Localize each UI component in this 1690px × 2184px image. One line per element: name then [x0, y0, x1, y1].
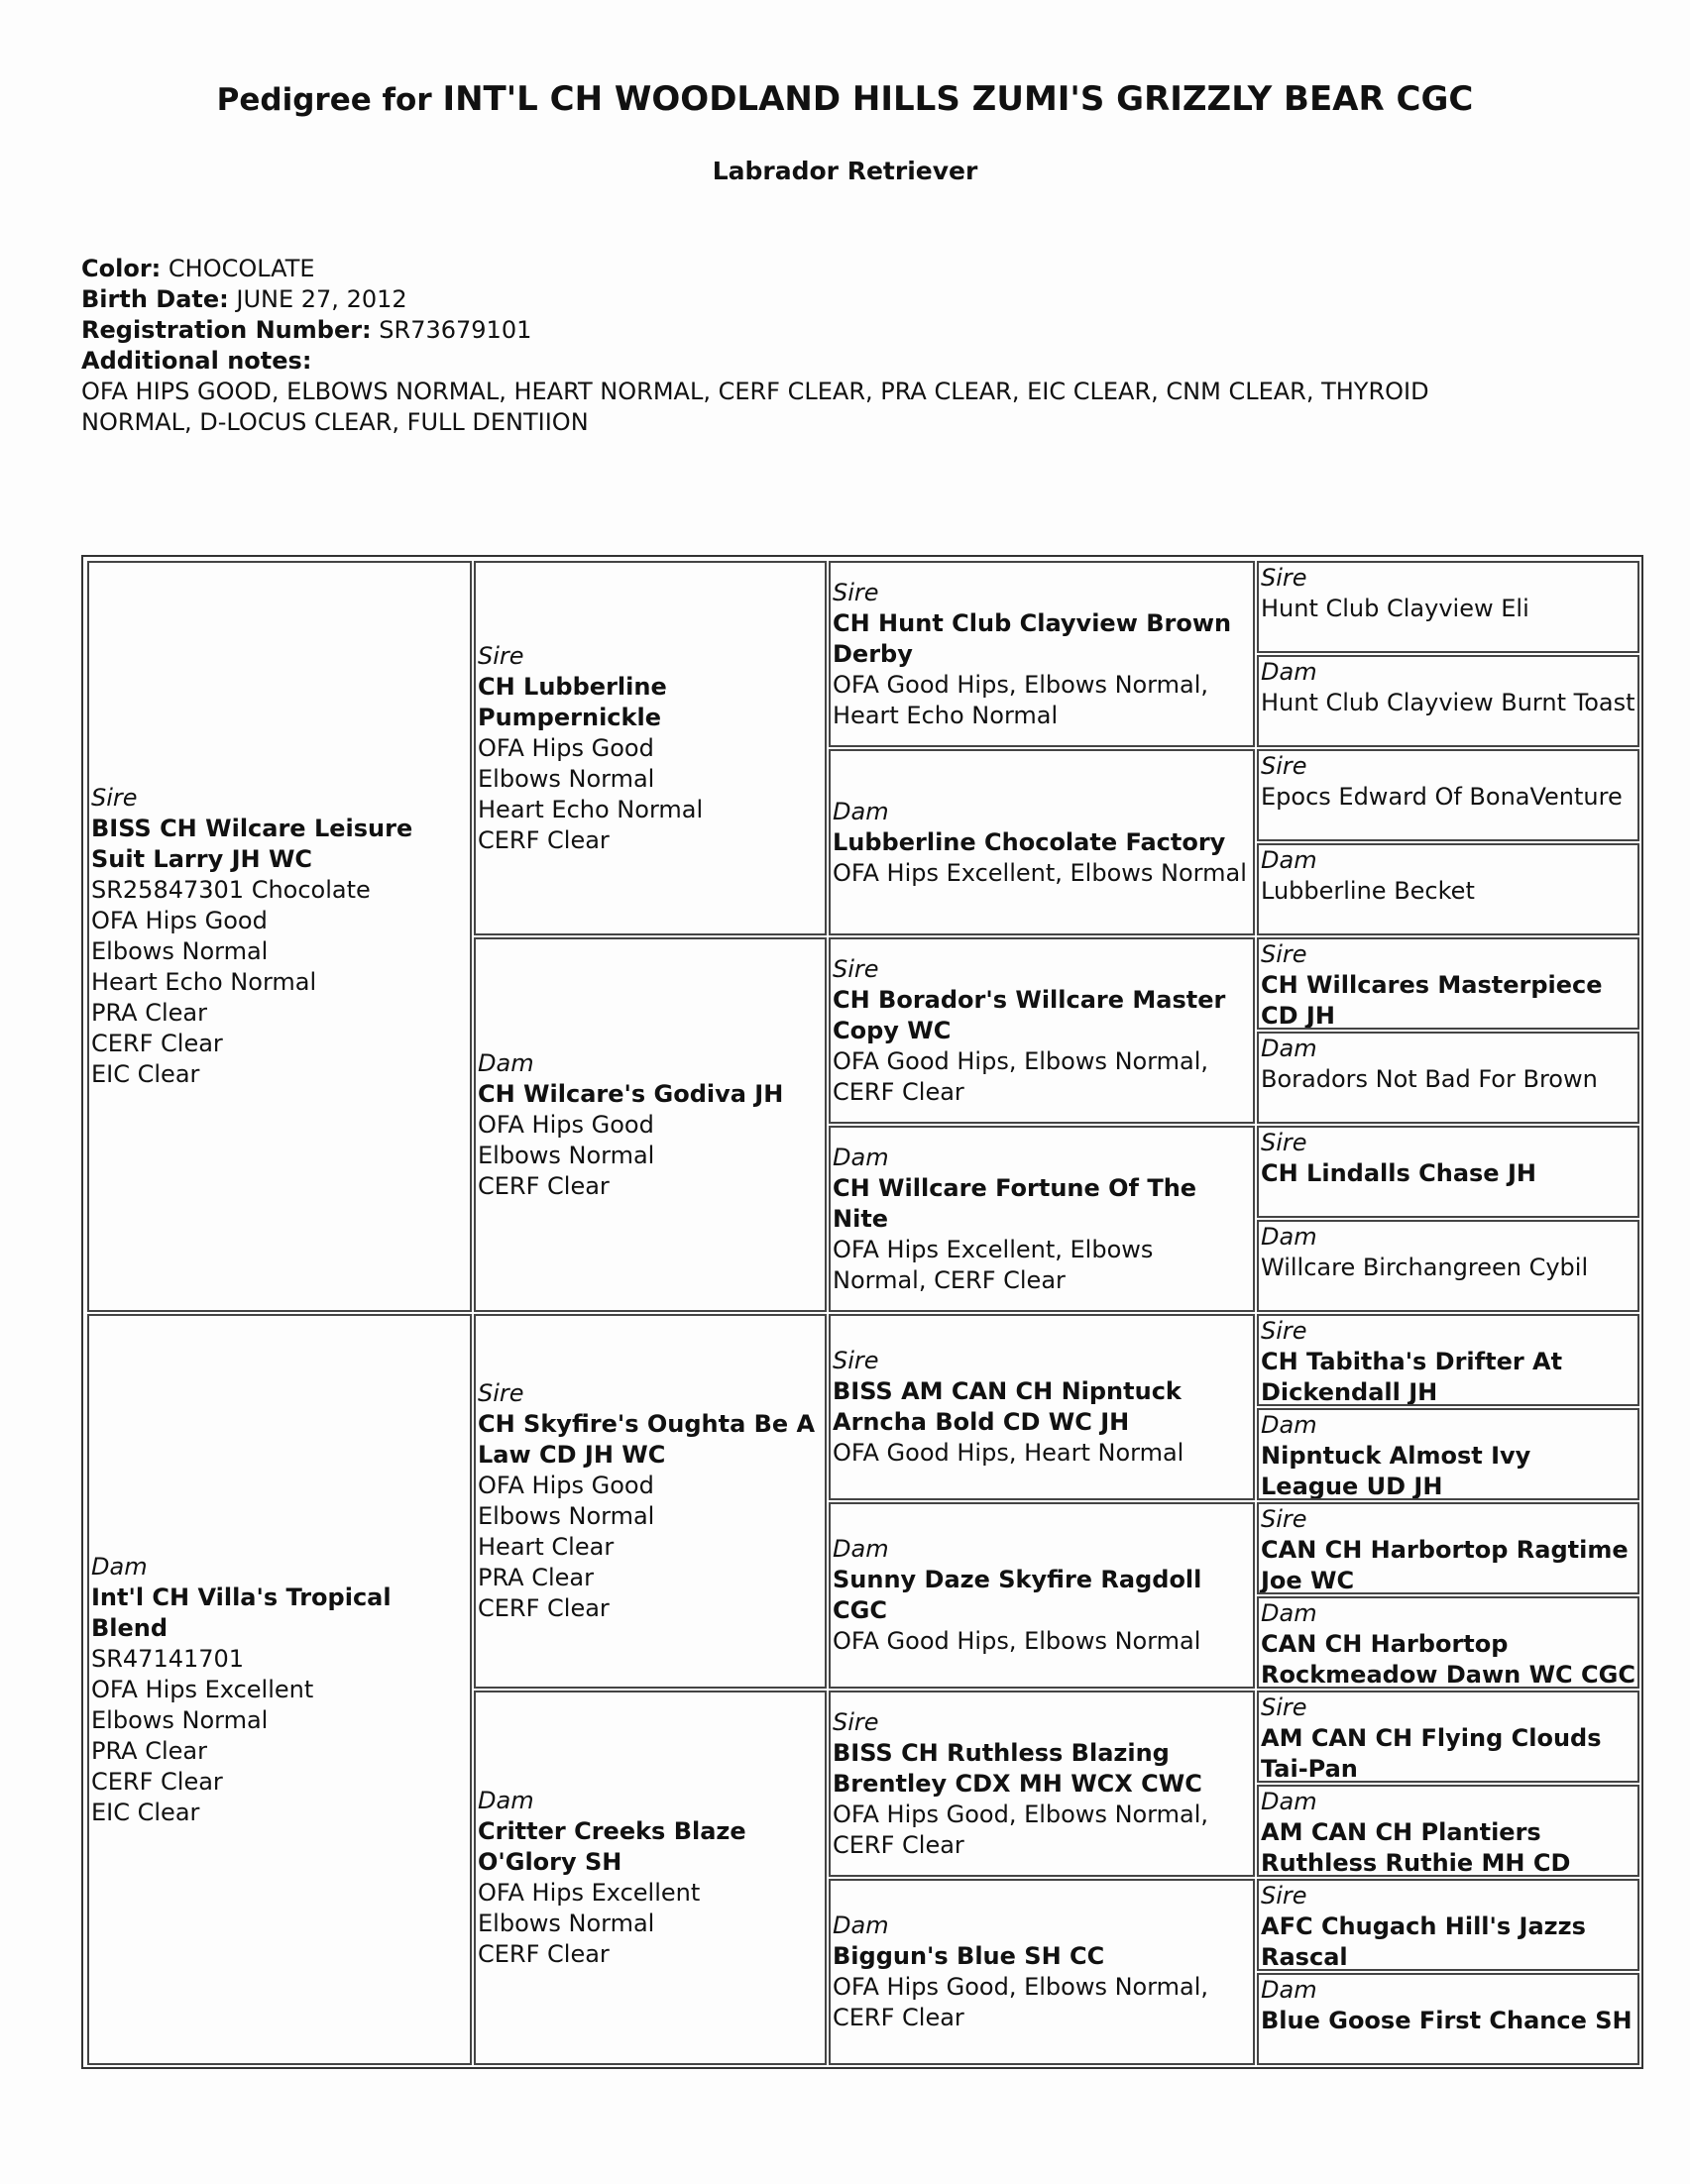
dog-name-label: Willcare Birchangreen Cybil	[1261, 1254, 1589, 1281]
gen4-sire-cell	[1257, 1314, 1639, 1406]
health-detail: PRA Clear	[91, 999, 207, 1027]
page-title	[0, 79, 1690, 119]
relation-label: Sire	[1261, 752, 1307, 780]
health-detail: OFA Hips Excellent	[91, 1675, 314, 1703]
health-detail: OFA Good Hips, Elbows Normal, Heart Echo Normal	[833, 670, 1209, 729]
dog-name-label: AM CAN CH Flying Clouds Tai-Pan	[1261, 1724, 1602, 1783]
relation-label: Dam	[1261, 1599, 1317, 1627]
gen4-dam-cell	[1257, 1032, 1639, 1124]
dog-name-label: BISS CH Wilcare Leisure Suit Larry JH WC	[91, 815, 413, 873]
health-detail: CERF Clear	[91, 1030, 223, 1057]
health-detail: Elbows Normal	[478, 764, 655, 793]
gen1-sire-cell	[87, 561, 472, 1312]
relation-label: Dam	[1261, 658, 1317, 686]
health-detail: OFA Good Hips, Elbows Normal	[833, 1627, 1201, 1655]
reg-label: Registration Number:	[81, 316, 372, 344]
gen4-sire-cell	[1257, 1691, 1639, 1783]
relation-label: Dam	[478, 1787, 534, 1814]
gen3-sire-cell	[829, 1691, 1255, 1877]
health-detail: Elbows Normal	[478, 1502, 655, 1530]
gen4-dam-cell	[1257, 1785, 1639, 1877]
breed: Labrador Retriever	[712, 157, 978, 185]
dog-name-label: CH Willcare Fortune Of The Nite	[833, 1173, 1197, 1233]
pedigree-table	[81, 555, 1643, 2069]
health-detail: CERF Clear	[478, 1594, 610, 1622]
dog-name-label: Lubberline Chocolate Factory	[833, 827, 1226, 856]
dog-name-label: CH Wilcare's Godiva JH	[478, 1079, 784, 1108]
gen4-dam-cell	[1257, 655, 1639, 747]
dog-name-label: Sunny Daze Skyfire Ragdoll CGC	[833, 1566, 1202, 1624]
relation-label: Sire	[833, 954, 879, 983]
health-detail: CERF Clear	[91, 1767, 223, 1796]
relation-label: Sire	[1261, 1882, 1307, 1910]
health-detail: OFA Hips Good, Elbows Normal, CERF Clear	[833, 1973, 1209, 2031]
dog-name-label: AM CAN CH Plantiers Ruthless Ruthie MH CD	[1261, 1818, 1571, 1877]
reg-value: SR73679101	[379, 316, 532, 344]
relation-label: Sire	[1261, 940, 1307, 968]
relation-label: Sire	[833, 1707, 879, 1736]
relation-label: Dam	[833, 1143, 889, 1171]
health-detail: SR47141701	[91, 1644, 245, 1673]
gen4-dam-cell	[1257, 1973, 1639, 2065]
relation-label: Dam	[1261, 1976, 1317, 2004]
dog-name-label: Epocs Edward Of BonaVenture	[1261, 783, 1623, 811]
relation-label: Dam	[833, 797, 889, 825]
dog-name-label: CH Tabitha's Drifter At Dickendall JH	[1261, 1348, 1563, 1406]
dog-name-label: BISS AM CAN CH Nipntuck Arncha Bold CD WC JH	[833, 1377, 1182, 1436]
health-detail: SR25847301 Chocolate	[91, 876, 371, 904]
health-detail: CERF Clear	[478, 825, 610, 854]
relation-label: Sire	[91, 784, 138, 812]
health-detail: Heart Echo Normal	[478, 795, 704, 823]
dog-name-label: CH Borador's Willcare Master Copy WC	[833, 985, 1226, 1044]
relation-label: Sire	[478, 641, 524, 670]
relation-label: Dam	[91, 1552, 148, 1581]
gen3-dam-cell	[829, 1879, 1255, 2065]
health-detail: OFA Hips Excellent	[478, 1879, 701, 1907]
generation-1	[87, 561, 472, 2063]
dog-name-label: Nipntuck Almost Ivy League UD JH	[1261, 1442, 1531, 1500]
relation-label: Sire	[1261, 1129, 1307, 1156]
dog-name-label: CH Skyfire's Oughta Be A Law CD JH WC	[478, 1410, 816, 1469]
relation-label: Sire	[478, 1379, 524, 1407]
health-detail: Elbows Normal	[91, 1705, 269, 1734]
dog-info	[81, 254, 1628, 438]
relation-label: Sire	[1261, 564, 1307, 592]
dog-name-label: Hunt Club Clayview Eli	[1261, 595, 1529, 622]
relation-label: Dam	[1261, 1411, 1317, 1439]
health-detail: OFA Hips Good	[478, 1110, 654, 1139]
dog-name: INT'L CH WOODLAND HILLS ZUMI'S GRIZZLY BEAR CGC	[442, 79, 1474, 119]
gen1-dam-cell	[87, 1314, 472, 2065]
dog-name-label: Int'l CH Villa's Tropical Blend	[91, 1583, 392, 1642]
relation-label: Dam	[1261, 1223, 1317, 1251]
dog-name-label: CH Hunt Club Clayview Brown Derby	[833, 608, 1232, 668]
health-detail: CERF Clear	[478, 1940, 610, 1968]
health-detail: OFA Hips Excellent, Elbows Normal	[833, 858, 1247, 887]
birth-value: JUNE 27, 2012	[236, 285, 407, 313]
notes-value: OFA HIPS GOOD, ELBOWS NORMAL, HEART NORMAL, CERF CLEAR, PRA CLEAR, EIC CLEAR, CNM CLEAR, THYROID NORMAL, D-LOCUS CLEAR, FULL DENTIION	[81, 378, 1429, 436]
dog-name-label: Biggun's Blue SH CC	[833, 1942, 1105, 1970]
health-detail: OFA Good Hips, Elbows Normal, CERF Clear	[833, 1046, 1209, 1106]
dog-name-label: CH Lindalls Chase JH	[1261, 1159, 1536, 1187]
dog-name-label: Blue Goose First Chance SH	[1261, 2007, 1633, 2034]
health-detail: OFA Hips Good, Elbows Normal, CERF Clear	[833, 1800, 1209, 1859]
color-row	[81, 254, 1628, 284]
health-detail: PRA Clear	[478, 1564, 594, 1591]
relation-label: Dam	[1261, 1035, 1317, 1062]
title-prefix: Pedigree for	[216, 82, 432, 118]
generation-2	[474, 561, 827, 2063]
gen4-dam-cell	[1257, 1596, 1639, 1689]
dog-name-label: Hunt Club Clayview Burnt Toast	[1261, 689, 1635, 716]
color-label: Color:	[81, 255, 162, 282]
gen4-dam-cell	[1257, 1220, 1639, 1312]
relation-label: Dam	[1261, 1788, 1317, 1815]
birth-label: Birth Date:	[81, 285, 229, 313]
health-detail: EIC Clear	[91, 1798, 200, 1826]
relation-label: Sire	[1261, 1693, 1307, 1721]
dog-name-label: Critter Creeks Blaze O'Glory SH	[478, 1817, 746, 1876]
relation-label: Dam	[478, 1048, 534, 1077]
health-detail: CERF Clear	[478, 1171, 610, 1200]
health-detail: OFA Hips Good	[91, 907, 268, 934]
gen2-dam-cell	[474, 1691, 827, 2065]
notes-row	[81, 346, 1628, 377]
gen4-sire-cell	[1257, 749, 1639, 841]
relation-label: Dam	[1261, 846, 1317, 874]
gen4-dam-cell	[1257, 843, 1639, 935]
gen3-sire-cell	[829, 1314, 1255, 1500]
dog-name-label: CH Lubberline Pumpernickle	[478, 672, 667, 731]
gen3-sire-cell	[829, 561, 1255, 747]
gen3-dam-cell	[829, 1502, 1255, 1689]
health-detail: Heart Clear	[478, 1533, 615, 1561]
dog-name-label: CAN CH Harbortop Ragtime Joe WC	[1261, 1536, 1629, 1594]
gen2-sire-cell	[474, 561, 827, 935]
color-value: CHOCOLATE	[168, 255, 315, 282]
gen4-sire-cell	[1257, 1126, 1639, 1218]
dog-name-label: CAN CH Harbortop Rockmeadow Dawn WC CGC	[1261, 1630, 1635, 1689]
generation-3	[829, 561, 1255, 2063]
dog-name-label: Boradors Not Bad For Brown	[1261, 1065, 1598, 1093]
gen2-sire-cell	[474, 1314, 827, 1689]
relation-label: Sire	[833, 578, 879, 606]
gen4-sire-cell	[1257, 1502, 1639, 1594]
notes-label: Additional notes:	[81, 347, 312, 375]
dog-name-label: BISS CH Ruthless Blazing Brentley CDX MH WCX CWC	[833, 1738, 1202, 1798]
gen4-sire-cell	[1257, 1879, 1639, 1971]
dog-name-label: CH Willcares Masterpiece CD JH	[1261, 971, 1603, 1030]
health-detail: Elbows Normal	[91, 937, 269, 965]
health-detail: Elbows Normal	[478, 1141, 655, 1169]
relation-label: Dam	[833, 1911, 889, 1939]
health-detail: OFA Hips Good	[478, 1472, 654, 1499]
health-detail: OFA Good Hips, Heart Normal	[833, 1439, 1184, 1467]
health-detail: Elbows Normal	[478, 1910, 655, 1937]
health-detail: EIC Clear	[91, 1060, 200, 1088]
health-detail: Heart Echo Normal	[91, 968, 317, 996]
gen3-sire-cell	[829, 937, 1255, 1124]
reg-row	[81, 315, 1628, 346]
generation-4	[1257, 561, 1639, 2063]
relation-label: Sire	[1261, 1505, 1307, 1533]
relation-label: Sire	[833, 1347, 879, 1374]
health-detail: OFA Hips Good	[478, 733, 654, 762]
relation-label: Sire	[1261, 1317, 1307, 1345]
health-detail: PRA Clear	[91, 1736, 207, 1765]
gen4-sire-cell	[1257, 561, 1639, 653]
gen3-dam-cell	[829, 1126, 1255, 1312]
relation-label: Dam	[833, 1535, 889, 1563]
gen2-dam-cell	[474, 937, 827, 1312]
gen4-sire-cell	[1257, 937, 1639, 1030]
birth-row	[81, 284, 1628, 315]
gen3-dam-cell	[829, 749, 1255, 935]
dog-name-label: Lubberline Becket	[1261, 877, 1475, 905]
dog-name-label: AFC Chugach Hill's Jazzs Rascal	[1261, 1912, 1586, 1971]
health-detail: OFA Hips Excellent, Elbows Normal, CERF Clear	[833, 1235, 1154, 1294]
gen4-dam-cell	[1257, 1408, 1639, 1500]
